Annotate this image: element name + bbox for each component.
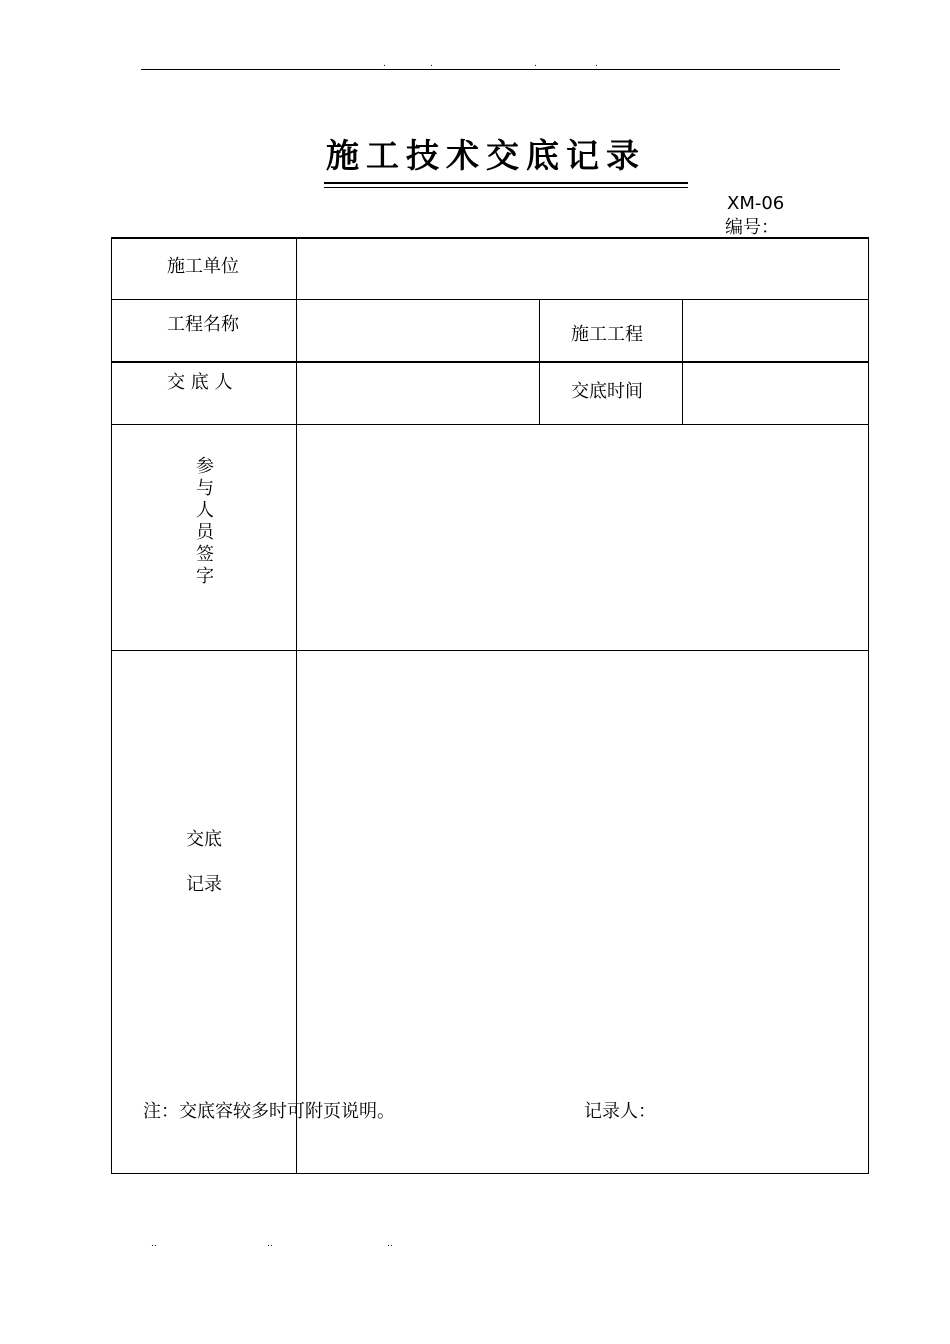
header-rule [141, 69, 840, 70]
participants-label-char: 与 [196, 478, 214, 499]
briefer-label: 交 底 人 [167, 372, 233, 393]
page-title: 施工技术交底记录 [326, 136, 646, 175]
column-divider [539, 299, 540, 425]
construction-unit-label: 施工单位 [167, 256, 239, 277]
note-text: 注：交底容较多时可附页说明。 [143, 1101, 395, 1122]
participants-label-char: 员 [196, 522, 214, 543]
recorder-label: 记录人： [584, 1101, 656, 1122]
record-label: 交底 [186, 829, 222, 850]
participants-label-char: 参 [196, 456, 214, 477]
briefing-record-area[interactable] [298, 652, 868, 1172]
participants-label-char: 签 [196, 544, 214, 565]
briefer-field[interactable] [298, 364, 538, 423]
header-dot: . [534, 59, 537, 69]
construction-work-label: 施工工程 [571, 324, 643, 345]
number-label: 编号： [725, 217, 779, 238]
brief-time-label: 交底时间 [571, 381, 643, 402]
header-dot: . [383, 59, 386, 69]
participants-label [193, 456, 217, 588]
column-divider [682, 299, 683, 425]
project-name-label: 工程名称 [167, 314, 239, 335]
title-underline [324, 187, 688, 188]
footer-dot: .. [387, 1239, 393, 1249]
title-underline [324, 182, 688, 184]
project-name-field[interactable] [298, 301, 538, 360]
construction-work-field[interactable] [684, 301, 868, 360]
participants-label-char: 人 [196, 500, 214, 521]
header-dot: . [430, 59, 433, 69]
construction-unit-field[interactable] [298, 240, 868, 298]
row-divider [111, 650, 869, 651]
brief-time-field[interactable] [684, 364, 868, 423]
footer-dot: .. [267, 1239, 273, 1249]
participants-label-char: 字 [196, 566, 214, 587]
column-divider [296, 237, 297, 1174]
record-label: 记录 [186, 874, 222, 895]
form-code: XM-06 [727, 193, 785, 214]
participants-signature-area[interactable] [298, 426, 868, 649]
row-divider [111, 424, 869, 425]
row-divider [111, 299, 869, 300]
row-divider [111, 361, 869, 363]
header-dot: . [595, 59, 598, 69]
footer-dot: .. [151, 1239, 157, 1249]
